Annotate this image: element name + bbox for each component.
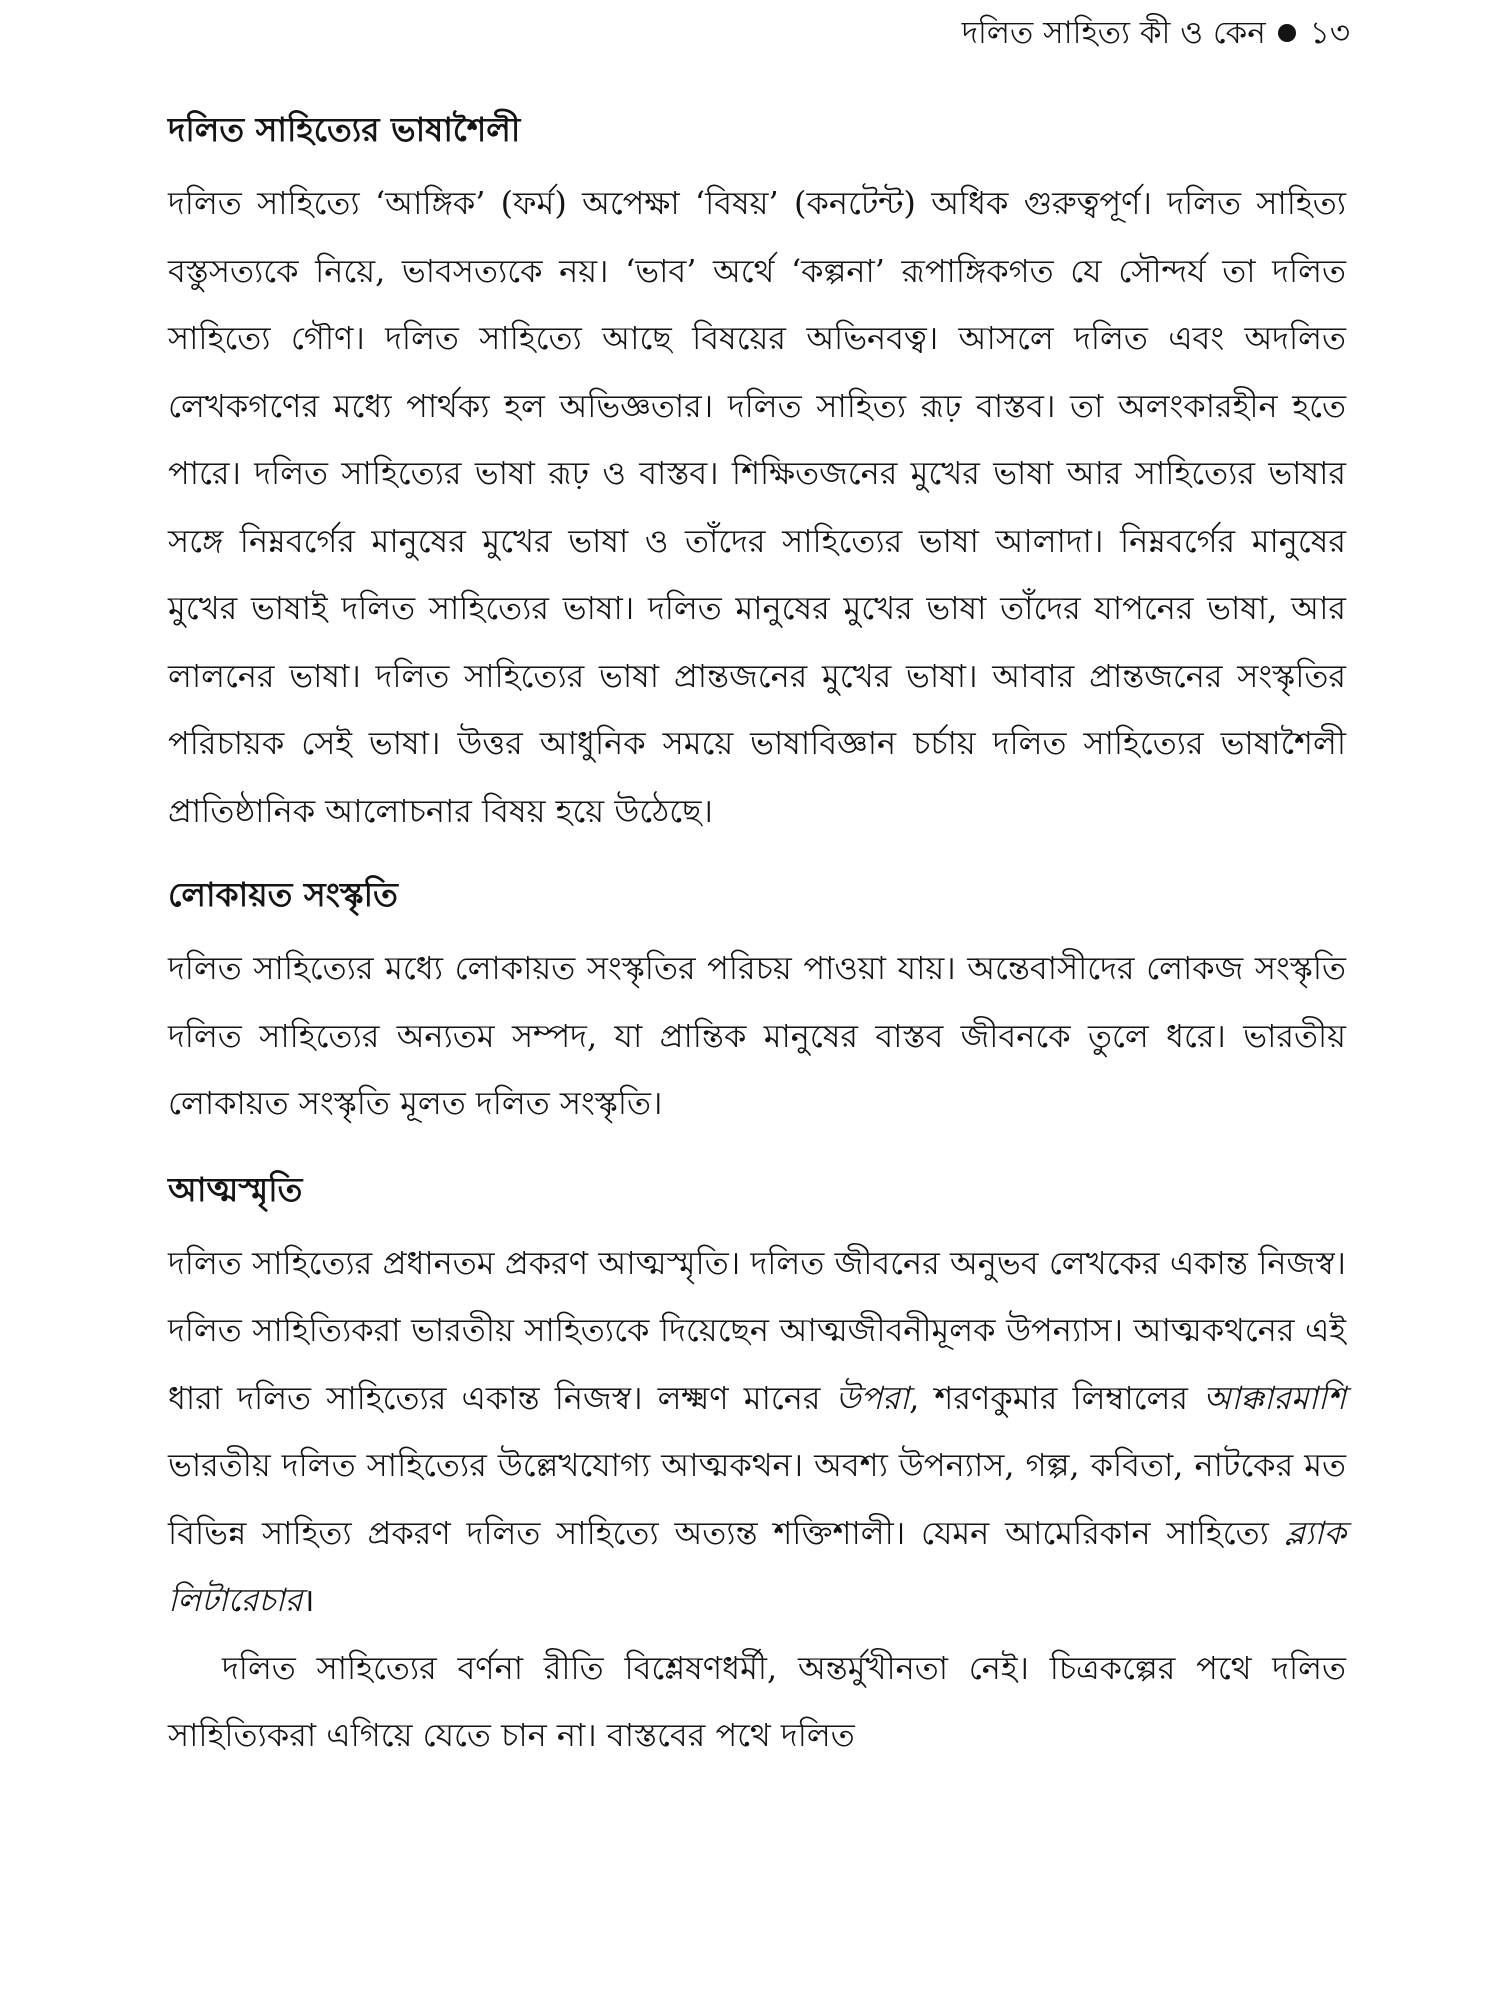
section-heading-autobiography: আত্মস্মৃতি bbox=[168, 1169, 303, 1209]
page-content bbox=[168, 100, 1346, 1770]
italic-black-literature: ব্ল্যাক লিটারেচার bbox=[168, 1513, 1346, 1619]
paragraph-autobiography bbox=[168, 1230, 1346, 1635]
paragraph-narrative-style: দলিত সাহিত্যের বর্ণনা রীতি বিশ্লেষণধর্মী, অন্তর্মুখীনতা নেই। চিত্রকল্পের পথে দলিত সাহিত্যিকরা এগিয়ে যেতে চান না। বাস্তবের পথে দলিত bbox=[168, 1648, 1346, 1754]
text-run: ভারতীয় দলিত সাহিত্যের উল্লেখযোগ্য আত্মকথন। অবশ্য উপন্যাস, গল্প, কবিতা, নাটকের মত বিভিন্ন সাহিত্য প্রকরণ দলিত সাহিত্যে অত্যন্ত শক্তিশালী। যেমন আমেরিকান সাহিত্যে bbox=[168, 1446, 1346, 1552]
bullet-icon bbox=[1278, 24, 1296, 42]
page-number: ১৩ bbox=[1309, 15, 1350, 51]
text-run: । bbox=[302, 1581, 315, 1619]
text-run: দলিত সাহিত্যের প্রধানতম প্রকরণ আত্মস্মৃতি। দলিত জীবনের অনুভব লেখকের একান্ত নিজস্ব। দলিত সাহিত্যিকরা ভারতীয় সাহিত্যকে দিয়েছেন আত্মজীবনীমূলক উপন্যাস। আত্মকথনের এই ধারা দলিত সাহিত্যের একান্ত নিজস্ব। লক্ষ্মণ মানের bbox=[168, 1243, 1346, 1417]
running-head bbox=[962, 8, 1350, 58]
section-heading-folk-culture: লোকায়ত সংস্কৃতি bbox=[168, 875, 398, 914]
paragraph-language-style: দলিত সাহিত্যে ‘আঙ্গিক’ (ফর্ম) অপেক্ষা ‘বিষয়’ (কনটেন্ট) অধিক গুরুত্বপূর্ণ। দলিত সাহিত্য বস্তুসত্যকে নিয়ে, ভাবসত্যকে নয়। ‘ভাব’ অর্থে ‘কল্পনা’ রূপাঙ্গিকগত যে সৌন্দর্য তা দলিত সাহিত্যে গৌণ। দলিত সাহিত্যে আছে বিষয়ের অভিনবত্ব। আসলে দলিত এবং অদলিত লেখকগণের মধ্যে পার্থক্য হল অভিজ্ঞতার। দলিত সাহিত্য রূঢ় বাস্তব। তা অলংকারহীন হতে পারে। দলিত সাহিত্যের ভাষা রূঢ় ও বাস্তব। শিক্ষিতজনের মুখের ভাষা আর সাহিত্যের ভাষার সঙ্গে নিম্নবর্গের মানুষের মুখের ভাষা ও তাঁদের সাহিত্যের ভাষা আলাদা। নিম্নবর্গের মানুষের মুখের ভাষাই দলিত সাহিত্যের ভাষা। দলিত মানুষের মুখের ভাষা তাঁদের যাপনের ভাষা, আর লালনের ভাষা। দলিত সাহিত্যের ভাষা প্রান্তজনের মুখের ভাষা। আবার প্রান্তজনের সংস্কৃতির পরিচায়ক সেই ভাষা। উত্তর আধুনিক সময়ে ভাষাবিজ্ঞান চর্চায় দলিত সাহিত্যের ভাষাশৈলী প্রাতিষ্ঠানিক আলোচনার বিষয় হয়ে উঠেছে। bbox=[168, 184, 1346, 830]
paragraph-folk-culture: দলিত সাহিত্যের মধ্যে লোকায়ত সংস্কৃতির পরিচয় পাওয়া যায়। অন্তেবাসীদের লোকজ সংস্কৃতি দলিত সাহিত্যের অন্যতম সম্পদ, যা প্রান্তিক মানুষের বাস্তব জীবনকে তুলে ধরে। ভারতীয় লোকায়ত সংস্কৃতি মূলত দলিত সংস্কৃতি। bbox=[168, 949, 1346, 1122]
running-head-title: দলিত সাহিত্য কী ও কেন bbox=[961, 15, 1266, 51]
italic-title-akkarmashi: আক্কারমাশি bbox=[1203, 1378, 1346, 1417]
italic-title-upara: উপরা bbox=[835, 1378, 910, 1417]
section-heading-language-style: দলিত সাহিত্যের ভাষাশৈলী bbox=[168, 110, 521, 149]
text-run: , শরণকুমার লিম্বালের bbox=[909, 1378, 1204, 1417]
